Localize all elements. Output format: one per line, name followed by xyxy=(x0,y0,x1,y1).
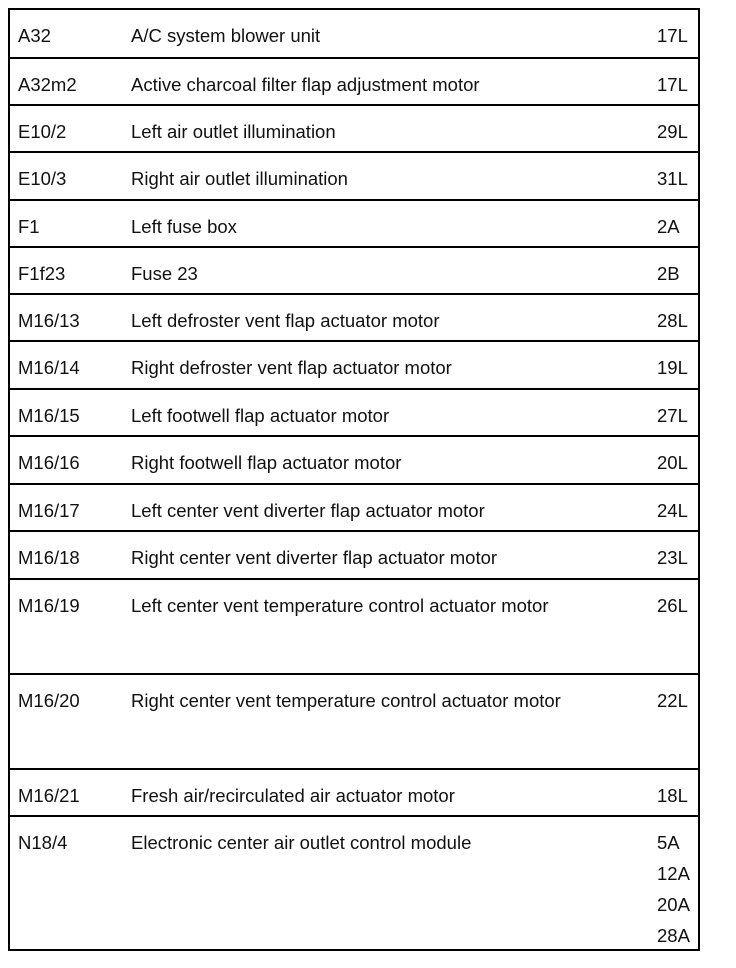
table-row xyxy=(10,435,698,483)
component-code: N18/4 xyxy=(18,832,68,853)
grid-reference xyxy=(657,352,701,383)
grid-reference-value: 24L xyxy=(657,500,688,521)
table-row xyxy=(10,673,698,768)
grid-reference-value: 23L xyxy=(657,547,688,568)
component-description: Right center vent diverter flap actuator motor xyxy=(131,547,498,568)
component-code: F1 xyxy=(18,216,40,237)
component-description: Right footwell flap actuator motor xyxy=(131,452,402,473)
grid-reference xyxy=(657,495,701,526)
component-description: Left footwell flap actuator motor xyxy=(131,405,390,426)
grid-reference xyxy=(657,685,701,716)
grid-reference-value: 22L xyxy=(657,690,688,711)
component-description: Fuse 23 xyxy=(131,263,198,284)
component-code: F1f23 xyxy=(18,263,66,284)
grid-reference xyxy=(657,400,701,431)
table-row xyxy=(10,388,698,435)
grid-reference-value: 20A xyxy=(657,894,690,915)
grid-reference-value: 2B xyxy=(657,263,680,284)
component-code: A32m2 xyxy=(18,74,77,95)
grid-reference-value: 17L xyxy=(657,25,688,46)
component-description: Active charcoal filter flap adjustment motor xyxy=(131,74,480,95)
grid-reference xyxy=(657,305,701,336)
grid-reference-value: 28A xyxy=(657,925,690,946)
table-row xyxy=(10,293,698,340)
grid-reference xyxy=(657,827,701,951)
grid-reference xyxy=(657,20,701,51)
table-row xyxy=(10,57,698,104)
grid-reference-value: 18L xyxy=(657,785,688,806)
component-description: Left fuse box xyxy=(131,216,237,237)
component-table xyxy=(8,8,700,951)
table-row xyxy=(10,768,698,815)
grid-reference xyxy=(657,211,701,242)
component-description: Right air outlet illumination xyxy=(131,168,348,189)
component-code: M16/20 xyxy=(18,690,80,711)
component-description: Fresh air/recirculated air actuator motor xyxy=(131,785,455,806)
table-row xyxy=(10,815,698,949)
table-row xyxy=(10,483,698,530)
component-code: M16/16 xyxy=(18,452,80,473)
grid-reference-value: 29L xyxy=(657,121,688,142)
grid-reference xyxy=(657,69,701,100)
component-description: Left defroster vent flap actuator motor xyxy=(131,310,440,331)
table-row xyxy=(10,246,698,293)
grid-reference-value: 19L xyxy=(657,357,688,378)
grid-reference xyxy=(657,116,701,147)
component-code: E10/3 xyxy=(18,168,67,189)
grid-reference-value: 28L xyxy=(657,310,688,331)
table-row xyxy=(10,104,698,151)
table-row xyxy=(10,10,698,57)
grid-reference-value: 26L xyxy=(657,595,688,616)
component-description: A/C system blower unit xyxy=(131,25,321,46)
component-description: Right defroster vent flap actuator motor xyxy=(131,357,452,378)
grid-reference xyxy=(657,542,701,573)
component-code: M16/18 xyxy=(18,547,80,568)
grid-reference-value: 31L xyxy=(657,168,688,189)
component-code: E10/2 xyxy=(18,121,67,142)
component-description: Left center vent temperature control actuator motor xyxy=(131,595,549,616)
grid-reference-value: 27L xyxy=(657,405,688,426)
component-code: M16/19 xyxy=(18,595,80,616)
component-description: Right center vent temperature control actuator motor xyxy=(131,690,561,711)
grid-reference-value: 20L xyxy=(657,452,688,473)
table-row xyxy=(10,340,698,388)
table-row xyxy=(10,530,698,578)
component-code: M16/15 xyxy=(18,405,80,426)
grid-reference xyxy=(657,590,701,621)
grid-reference-value: 2A xyxy=(657,216,680,237)
component-description: Left center vent diverter flap actuator motor xyxy=(131,500,485,521)
grid-reference xyxy=(657,163,701,194)
component-code: M16/13 xyxy=(18,310,80,331)
component-description: Electronic center air outlet control module xyxy=(131,832,472,853)
grid-reference-value: 12A xyxy=(657,863,690,884)
grid-reference xyxy=(657,258,701,289)
grid-reference-value: 17L xyxy=(657,74,688,95)
grid-reference xyxy=(657,447,701,478)
component-description: Left air outlet illumination xyxy=(131,121,336,142)
grid-reference-value: 5A xyxy=(657,832,680,853)
table-row xyxy=(10,199,698,246)
component-code: M16/17 xyxy=(18,500,80,521)
table-row xyxy=(10,151,698,199)
component-code: M16/14 xyxy=(18,357,80,378)
component-code: M16/21 xyxy=(18,785,80,806)
grid-reference xyxy=(657,780,701,811)
component-code: A32 xyxy=(18,25,51,46)
table-row xyxy=(10,578,698,673)
